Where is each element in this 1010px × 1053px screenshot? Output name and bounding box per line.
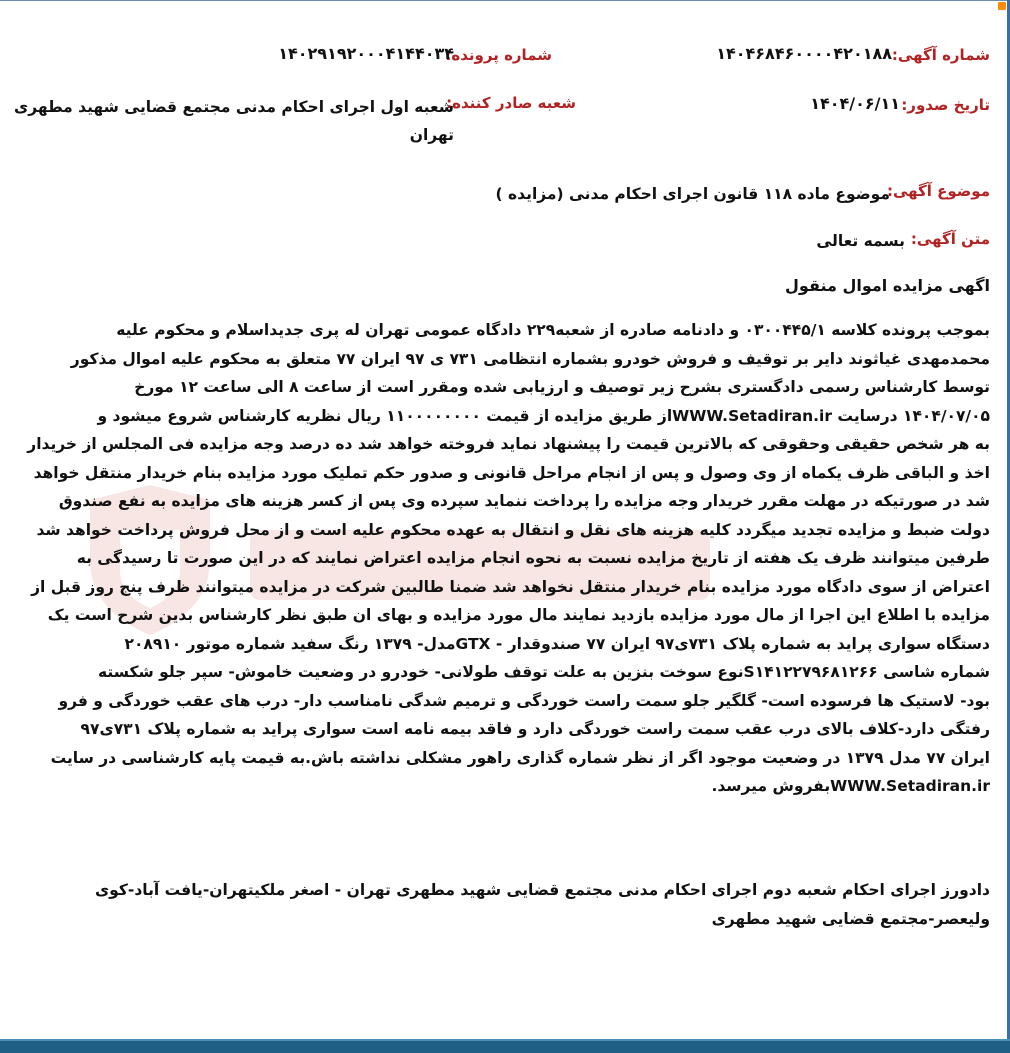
case-number-value: ۱۴۰۲۹۱۹۲۰۰۰۴۱۴۴۰۳۴ bbox=[278, 44, 454, 63]
text-value: بسمه تعالی bbox=[816, 232, 905, 250]
text-line: دستگاه سواری پراید به شماره پلاک ۷۳۱ی۹۷ ایران ۷۷ صندوقدار - GTXمدل- ۱۳۷۹ رنگ سفید شماره موتور ۲۰۸۹۱۰ bbox=[124, 634, 990, 653]
text-line: شد در صورتیکه در مهلت مقرر خریدار وجه مزایده را پرداخت ننماید سپرده وی پس از کسر هزینه های مزایده به نفع صندوق bbox=[58, 492, 990, 510]
issue-date-value: ۱۴۰۴/۰۶/۱۱ bbox=[810, 94, 900, 113]
text-line: طرفین میتوانند ظرف یک هفته از تاریخ مزایده نسبت به نحوه انجام مزایده اعتراض نمایند که در این صورت تا رسیدگی به bbox=[76, 549, 990, 567]
text-line: شماره شاسی S۱۴۱۲۲۷۹۶۸۱۲۶۶نوع سوخت بنزین به علت توقف طولانی- خودرو در وضعیت خاموش- سپر جلو شکسته bbox=[97, 663, 990, 681]
notice-number-value: ۱۴۰۴۶۸۴۶۰۰۰۰۴۲۰۱۸۸ bbox=[716, 44, 892, 63]
text-line: بموجب پرونده کلاسه ۰۳۰۰۴۴۵/۱ و دادنامه صادره از شعبه۲۲۹ دادگاه عمومی تهران له پری جدیداسلام و محکوم علیه bbox=[116, 321, 990, 339]
text-line: اخذ و الباقی ظرف یکماه از وی وصول و پس از انجام مراحل قانونی و صدور حکم تملیک مورد مزایده بنام خریدار منتقل خواهد bbox=[33, 463, 990, 482]
issuing-branch-value-line2: تهران bbox=[409, 126, 454, 144]
notice-number-label: شماره آگهی: bbox=[891, 46, 990, 64]
notice-body bbox=[20, 316, 990, 801]
text-label: متن آگهی: bbox=[910, 230, 990, 248]
window-bottom-bar bbox=[0, 1039, 1010, 1053]
subject-value: موضوع ماده ۱۱۸ قانون اجرای احکام مدنی (مزایده ) bbox=[495, 185, 890, 203]
issuing-branch-value: شعبه اول اجرای احکام مدنی مجتمع قضایی شهید مطهری bbox=[13, 98, 454, 116]
issuing-branch-label: شعبه صادر کننده: bbox=[446, 94, 576, 112]
text-line: بود- لاستیک ها فرسوده است- گلگیر جلو سمت راست خوردگی و ترمیم شدگی نامناسب دار- درب های عقب خوردگی و فرو bbox=[58, 691, 990, 710]
case-number-label: شماره پرونده: bbox=[445, 46, 552, 64]
notice-heading: اگهی مزایده اموال منقول bbox=[785, 276, 990, 295]
issue-date-label: تاریخ صدور: bbox=[901, 96, 990, 114]
text-line: ایران ۷۷ مدل ۱۳۷۹ در وضعیت موجود اگر از نظر شماره گذاری راهور مشکلی نداشته باش.به قیمت پایه کارشناسی در سایت bbox=[50, 748, 990, 767]
text-line: WWW.Setadiran.irبفروش میرسد. bbox=[711, 777, 990, 795]
text-line: مزایده با اطلاع این اجرا از مال مورد مزایده بازدید نمایند مال مورد مزایده و بهای ان طبق نظر کارشناس بدین شرح است یک bbox=[47, 606, 990, 624]
text-line: اعتراض از سوی دادگاه مورد مزایده بنام خریدار منتقل نخواهد شد ضمنا طالبین شرکت در مزایده میتوانند ظرف پنج روز قبل از bbox=[31, 577, 990, 596]
text-line: ولیعصر-مجتمع قضایی شهید مطهری bbox=[711, 909, 990, 928]
text-line: محمدمهدی غیاثوند دایر بر توقیف و فروش خودرو بشماره انتظامی ۷۳۱ ی ۹۷ ایران ۷۷ متعلق به محکوم علیه اموال مذکور bbox=[70, 349, 990, 368]
text-line: ۱۴۰۴/۰۷/۰۵ درسایت WWW.Setadiran.irاز طریق مزایده از قیمت ۱۱۰۰۰۰۰۰۰۰ ریال نظریه کارشناس شروع میشود و bbox=[97, 406, 990, 425]
text-line: دادورز اجرای احکام شعبه دوم اجرای احکام مدنی مجتمع قضایی شهید مطهری تهران - اصغر ملکیتهران-یافت آباد-کوی bbox=[94, 881, 990, 899]
text-line: به هر شخص حقیقی وحقوقی که بالاترین قیمت را پیشنهاد نماید فروخته خواهد شد ده درصد وجه مزایده فی المجلس از خریدار bbox=[27, 435, 990, 453]
text-line: رفتگی دارد-کلاف بالای درب عقب سمت راست خوردگی دارد و فاقد بیمه نامه است سواری پراید به شماره پلاک ۷۳۱ی۹۷ bbox=[80, 720, 990, 738]
text-line: دولت ضبط و مزایده تجدید میگردد کلیه هزینه های نقل و انتقال به عهده محکوم علیه است و از محل فروش پرداخت خواهد شد bbox=[36, 520, 990, 539]
notice-footer bbox=[50, 876, 990, 933]
text-line: توسط کارشناس رسمی دادگستری بشرح زیر توصیف و ارزیابی شده ومقرر است از ساعت ۸ الی ساعت ۱۲ مورخ bbox=[134, 378, 990, 396]
subject-label: موضوع آگهی: bbox=[886, 182, 990, 200]
